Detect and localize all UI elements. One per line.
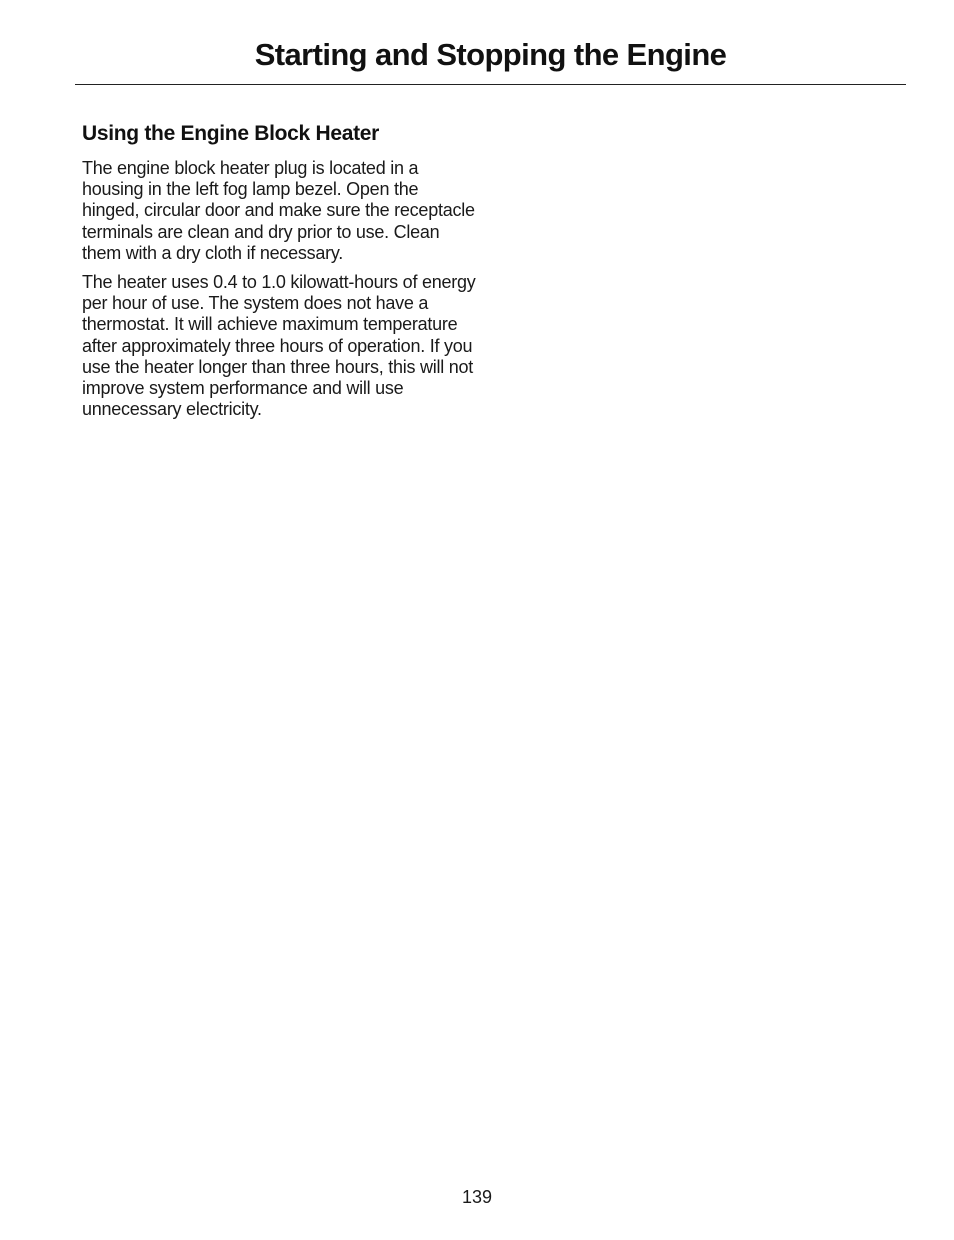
body-paragraph-1: The engine block heater plug is located in a housing in the left fog lamp bezel. Open the hinged, circular door and make sure the receptacle terminals are clean and dry prior to use. Clean them with a dry cloth if necessary. <box>82 158 475 263</box>
main-content <box>82 120 477 428</box>
page-header <box>75 32 906 85</box>
page-title: Starting and Stopping the Engine <box>254 37 727 72</box>
section-heading: Using the Engine Block Heater <box>82 122 380 145</box>
page-number: 139 <box>461 1187 493 1207</box>
body-paragraph-2: The heater uses 0.4 to 1.0 kilowatt-hours of energy per hour of use. The system does not have a thermostat. It will achieve maximum temperature after approximately three hours of operation. If you use the heater longer than three hours, this will not improve system performance and will use unnecessary electricity. <box>82 272 476 420</box>
